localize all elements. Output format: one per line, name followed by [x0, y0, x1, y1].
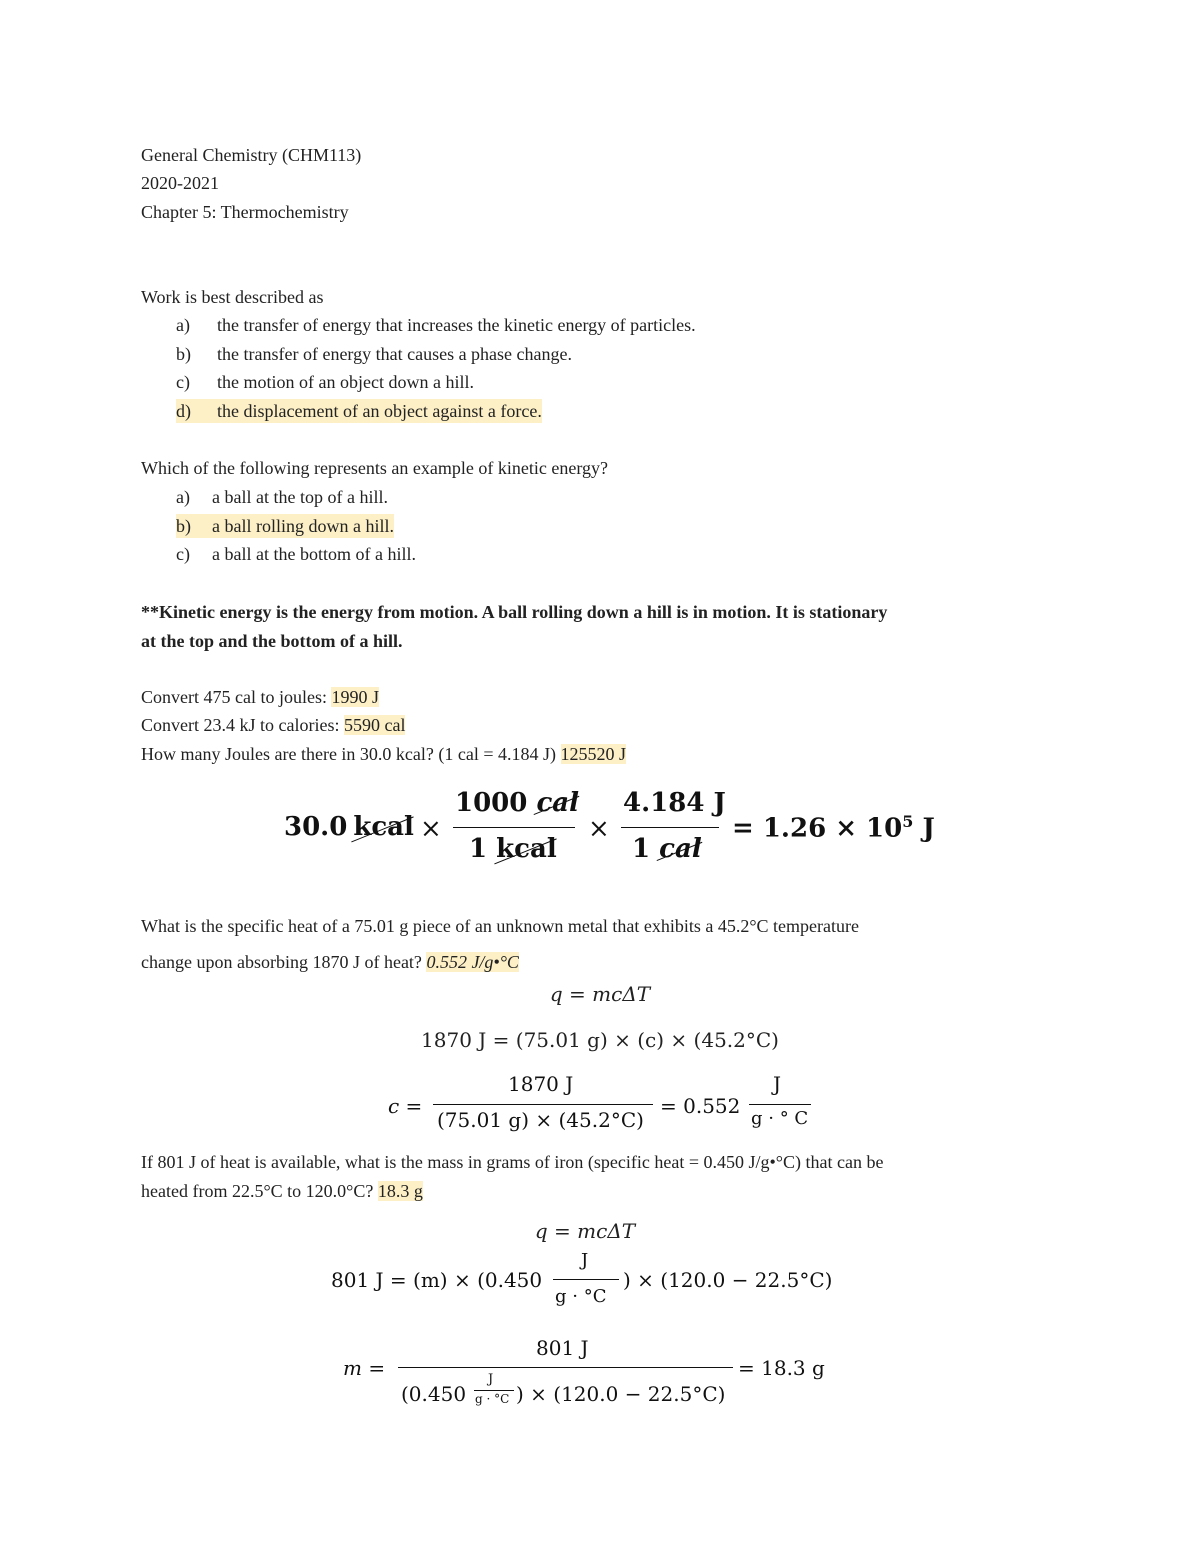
academic-year: 2020-2021	[141, 173, 219, 193]
q1-option-letter: a)	[176, 315, 190, 335]
q4-equation-c	[0, 1332, 1200, 1422]
q2-option-2	[176, 514, 394, 538]
q2-option-letter: b)	[176, 515, 191, 536]
question-3-line-2	[141, 950, 519, 974]
question-1: Work is best described as	[141, 287, 324, 307]
conversion-3-text: How many Joules are there in 30.0 kcal? (1 cal = 4.184 J)	[141, 744, 561, 764]
q3-eq-c-unit-den: g · ° C	[751, 1108, 809, 1129]
conversion-3	[141, 742, 626, 766]
conversion-1-text: Convert 475 cal to joules:	[141, 687, 332, 707]
q4-eq-b-right: ) × (120.0 − 22.5°C)	[623, 1268, 833, 1292]
conversion-1-answer: 1990 J	[331, 687, 379, 707]
q3-eq-c-num: 1870 J	[508, 1072, 574, 1096]
q1-option-2	[176, 342, 572, 366]
eq1-times-1: ×	[420, 814, 442, 844]
q4-eq-c-result: = 18.3 g	[738, 1356, 825, 1380]
eq1-f2-num: 4.184 J	[623, 788, 726, 818]
q2-option-text: a ball rolling down a hill.	[212, 515, 394, 536]
conversion-2-answer: 5590 cal	[343, 715, 406, 735]
eq1-f2-den-unit: cal	[659, 834, 702, 864]
q1-option-letter: c)	[176, 372, 190, 392]
q4-eq-c-den-unit-den: g · °C	[475, 1392, 510, 1406]
q2-option-letter: c)	[176, 544, 190, 564]
q1-option-3	[176, 370, 474, 394]
explanation-line-2: at the top and the bottom of a hill.	[141, 631, 403, 651]
eq1-f1-num: 1000	[455, 788, 528, 818]
q3-unit-frac-bar	[749, 1104, 811, 1105]
q4-eq-b-frac-bar	[553, 1279, 619, 1280]
q1-option-text: the transfer of energy that increases the kinetic energy of particles.	[217, 315, 696, 335]
conversion-2	[141, 713, 405, 737]
eq1-frac-bar-2	[621, 827, 719, 828]
q4-eq-c-den-right: ) × (120.0 − 22.5°C)	[516, 1382, 726, 1406]
q4-eq-c-den-left: (0.450	[401, 1382, 467, 1406]
question-3-text: change upon absorbing 1870 J of heat?	[141, 952, 427, 972]
q2-option-1	[176, 485, 388, 509]
q3-equation-c	[0, 1068, 1200, 1138]
conversion-1	[141, 685, 379, 709]
q4-eq-c-den-unit-bar	[474, 1390, 514, 1391]
q4-eq-b-unit-num: J	[581, 1250, 589, 1271]
q2-option-text: a ball at the bottom of a hill.	[212, 544, 416, 564]
eq1-f2-den: 1	[632, 834, 651, 864]
q2-option-3	[176, 542, 416, 566]
conversion-2-text: Convert 23.4 kJ to calories:	[141, 715, 344, 735]
eq1-lead: 30.0	[284, 812, 348, 842]
q1-option-text: the transfer of energy that causes a phase change.	[217, 343, 573, 364]
q3-eq-c-lhs: c =	[388, 1094, 423, 1118]
eq1-f1-num-unit: cal	[536, 788, 579, 818]
q1-option-text: the motion of an object down a hill.	[217, 372, 474, 392]
question-4-text: heated from 22.5°C to 120.0°C?	[141, 1181, 378, 1201]
eq1-f1-den: 1	[469, 834, 488, 864]
q3-frac-bar	[433, 1104, 653, 1105]
q3-eq-c-mid: = 0.552	[660, 1094, 741, 1118]
question-4-answer: 18.3 g	[377, 1181, 423, 1201]
question-3-line-1: What is the specific heat of a 75.01 g piece of an unknown metal that exhibits a 45.2°C temperature	[141, 916, 859, 936]
q4-equation-a: q = mcΔT	[534, 1219, 636, 1243]
eq1-lead-unit: kcal	[353, 812, 414, 842]
q4-eq-b-left: 801 J = (m) × (0.450	[331, 1268, 543, 1292]
q3-equation-b: 1870 J = (75.01 g) × (c) × (45.2°C)	[421, 1028, 779, 1052]
question-4-line-2	[141, 1179, 423, 1203]
equation-kcal-to-joules	[0, 780, 1200, 880]
q1-option-letter: d)	[176, 400, 191, 421]
conversion-3-answer: 125520 J	[560, 744, 627, 764]
eq1-result: = 1.26 × 10	[732, 813, 903, 844]
explanation-line-1: **Kinetic energy is the energy from motion. A ball rolling down a hill is in motion. It is stationary	[141, 602, 888, 622]
q4-eq-c-num: 801 J	[536, 1336, 589, 1360]
q1-option-4	[176, 399, 542, 423]
eq1-exponent: 5	[902, 812, 914, 831]
question-4-line-1: If 801 J of heat is available, what is the mass in grams of iron (specific heat = 0.450 J/g•°C) that can be	[141, 1152, 884, 1172]
eq1-frac-bar-1	[453, 827, 575, 828]
q2-option-letter: a)	[176, 487, 190, 507]
eq1-f1-den-unit: kcal	[496, 834, 557, 864]
chapter-title: Chapter 5: Thermochemistry	[141, 202, 349, 222]
q3-eq-c-unit-num: J	[773, 1072, 782, 1096]
question-2: Which of the following represents an example of kinetic energy?	[141, 458, 608, 478]
q1-option-1	[176, 313, 696, 337]
q4-eq-b-unit-den: g · °C	[555, 1286, 607, 1307]
question-3-answer: 0.552 J/g•°C	[426, 952, 519, 972]
q1-option-text: the displacement of an object against a force.	[217, 400, 542, 421]
q3-equation-a: q = mcΔT	[549, 982, 651, 1006]
eq1-result-unit: J	[922, 813, 935, 844]
eq1-times-2: ×	[588, 814, 610, 844]
q3-eq-c-den: (75.01 g) × (45.2°C)	[437, 1108, 644, 1132]
course-title: General Chemistry (CHM113)	[141, 145, 362, 165]
q4-eq-c-den-unit-num: J	[488, 1372, 494, 1387]
q4-eq-c-frac-bar	[398, 1367, 733, 1368]
q1-option-letter: b)	[176, 343, 191, 364]
q4-equation-b	[0, 1248, 1200, 1318]
q4-eq-c-lhs: m =	[343, 1356, 386, 1380]
q2-option-text: a ball at the top of a hill.	[212, 487, 388, 507]
